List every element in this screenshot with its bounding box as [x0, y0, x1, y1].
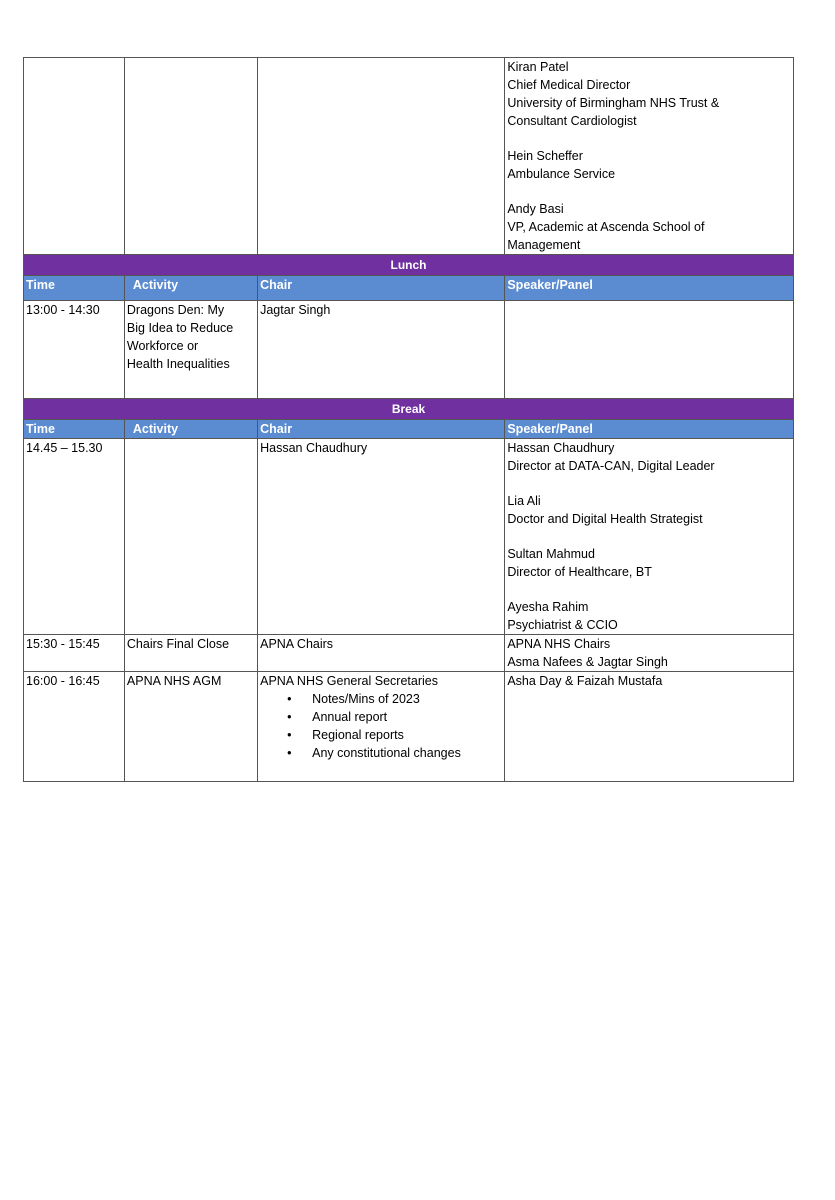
chair-cell: Hassan Chaudhury [258, 439, 505, 635]
table-row [24, 635, 794, 672]
time-cell: 15:30 - 15:45 [24, 635, 125, 672]
activity-cell: Dragons Den: My Big Idea to Reduce Workforce or Health Inequalities [124, 301, 257, 399]
speaker-entry: Hein Scheffer Ambulance Service [507, 149, 616, 181]
lunch-band-row [24, 255, 794, 276]
speaker-header: Speaker/Panel [505, 276, 794, 301]
activity-cell [124, 439, 257, 635]
speaker-entry: Lia Ali Doctor and Digital Health Strategist [507, 494, 703, 526]
agm-agenda-list [260, 690, 502, 762]
agenda-table [23, 57, 794, 782]
list-item: • Annual report [312, 708, 502, 726]
speaker-cell [505, 301, 794, 399]
chair-cell: Jagtar Singh [258, 301, 505, 399]
break-band: Break [24, 399, 794, 420]
table-row [24, 58, 794, 255]
time-cell [24, 58, 125, 255]
break-band-row [24, 399, 794, 420]
time-cell: 13:00 - 14:30 [24, 301, 125, 399]
table-row [24, 301, 794, 399]
header-row [24, 420, 794, 439]
list-item: • Any constitutional changes [312, 744, 502, 762]
speaker-cell: APNA NHS Chairs Asma Nafees & Jagtar Singh [505, 635, 794, 672]
time-cell: 16:00 - 16:45 [24, 672, 125, 782]
speaker-entry: Sultan Mahmud Director of Healthcare, BT [507, 547, 652, 579]
speaker-cell [505, 58, 794, 255]
list-item: • Regional reports [312, 726, 502, 744]
header-row [24, 276, 794, 301]
speaker-entry: Kiran Patel Chief Medical Director University of Birmingham NHS Trust & Consultant Cardiologist [507, 60, 720, 128]
chair-cell: APNA Chairs [258, 635, 505, 672]
chair-header: Chair [258, 276, 505, 301]
activity-header: Activity [124, 420, 257, 439]
lunch-band: Lunch [24, 255, 794, 276]
table-row [24, 439, 794, 635]
list-item: • Notes/Mins of 2023 [312, 690, 502, 708]
chair-cell [258, 58, 505, 255]
time-header: Time [24, 420, 125, 439]
time-header: Time [24, 276, 125, 301]
activity-cell: Chairs Final Close [124, 635, 257, 672]
activity-header: Activity [124, 276, 257, 301]
speaker-cell: Asha Day & Faizah Mustafa [505, 672, 794, 782]
speaker-entry: Hassan Chaudhury Director at DATA-CAN, Digital Leader [507, 441, 715, 473]
time-cell: 14.45 – 15.30 [24, 439, 125, 635]
table-row [24, 672, 794, 782]
speaker-cell [505, 439, 794, 635]
speaker-header: Speaker/Panel [505, 420, 794, 439]
chair-header: Chair [258, 420, 505, 439]
activity-cell: APNA NHS AGM [124, 672, 257, 782]
chair-cell: APNA NHS General Secretaries • Notes/Mins of 2023 • Annual report • Regional reports • Any constitutional changes [258, 672, 505, 782]
speaker-entry: Andy Basi VP, Academic at Ascenda School of Management [507, 202, 705, 252]
activity-cell [124, 58, 257, 255]
speaker-entry: Ayesha Rahim Psychiatrist & CCIO [507, 600, 618, 632]
